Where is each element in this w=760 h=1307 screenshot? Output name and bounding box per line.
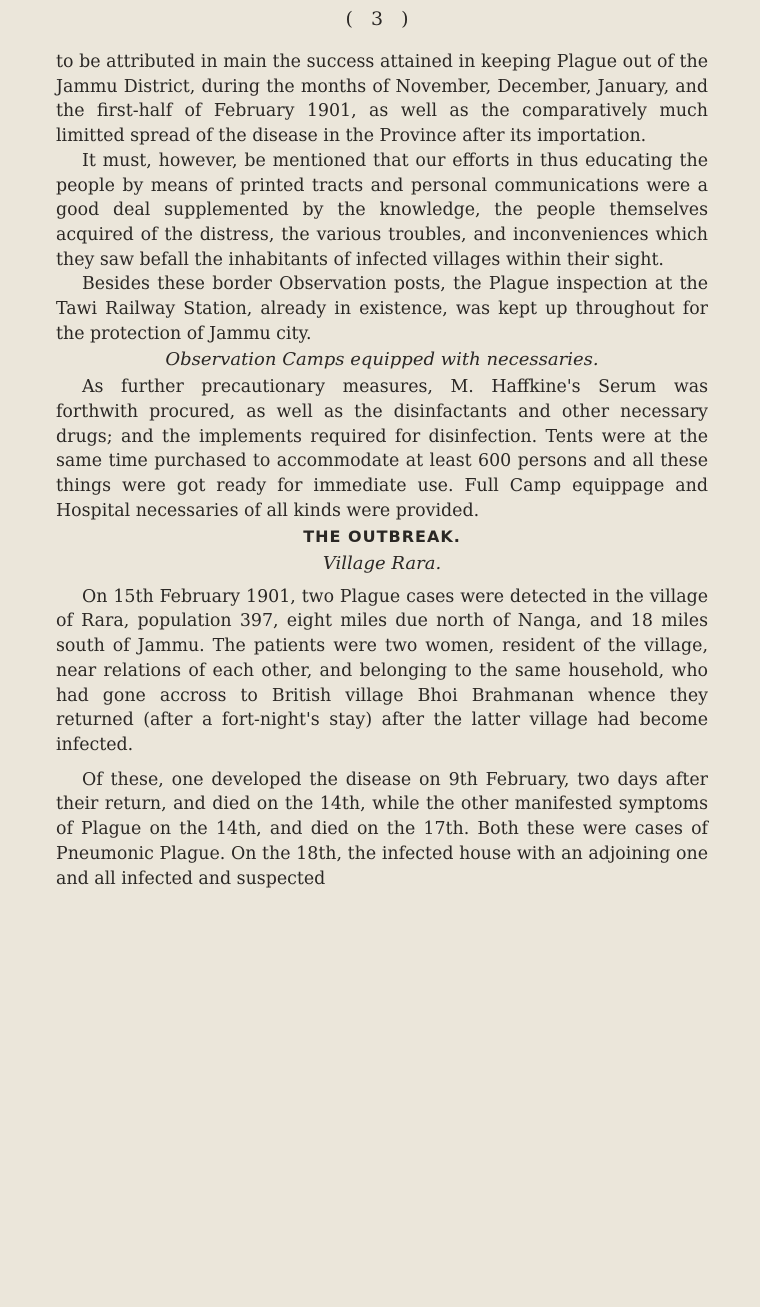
paragraph-rara-cases: On 15th February 1901, two Plague cases were detected in the village of Rara, population 397, eight miles due north of Nanga, and 18 miles south of Jammu. The patients were two women, resident of the village, near relations of each other, and belonging to the same household, who had gone accross to British village Bhoi Brahmanan whence they returned (after a fort-night's stay) after the latter village had become infected. <box>56 586 708 755</box>
paragraph-continuation: to be attributed in main the success attained in keeping Plague out of the Jammu District, during the months of November, December, January, and the first-half of February 1901, as well as the comparatively much limitted spread of the disease in the Province after its importation. <box>56 52 708 147</box>
body-text <box>56 50 708 891</box>
subheading-village-rara: Village Rara. <box>322 553 442 575</box>
paragraph-pneumonic-plague: Of these, one developed the disease on 9th February, two days after their return, and died on the 14th, while the other manifested symptoms of Plague on the 14th, and died on the 17th. Both these were cases of Pneumonic Plague. On the 18th, the infected house with an adjoining one and all infected and suspected <box>56 769 708 889</box>
page-number: ( 3 ) <box>345 8 415 30</box>
section-heading-outbreak: THE OUTBREAK. <box>303 527 461 547</box>
paragraph-efforts: It must, however, be mentioned that our efforts in thus educating the people by means of printed tracts and personal communications were a good deal supplemented by the knowledge, the people themselves acquired of the distress, the various troubles, and inconveniences which they saw befall the inhabitants of infected villages within their sight. <box>56 150 708 270</box>
paragraph-observation-posts: Besides these border Observation posts, the Plague inspection at the Tawi Railway Station, already in existence, was kept up throughout for the protection of Jammu city. <box>56 274 708 344</box>
section-heading-observation-camps: Observation Camps equipped with necessaries. <box>165 349 599 371</box>
paragraph-precautionary-measures: As further precautionary measures, M. Haffkine's Serum was forthwith procured, as well as the disinfactants and other necessary drugs; and the implements required for disinfection. Tents were at the same time purchased to accommodate at least 600 persons and all these things were got ready for immediate use. Full Camp equippage and Hospital necessaries of all kinds were provided. <box>56 377 708 521</box>
